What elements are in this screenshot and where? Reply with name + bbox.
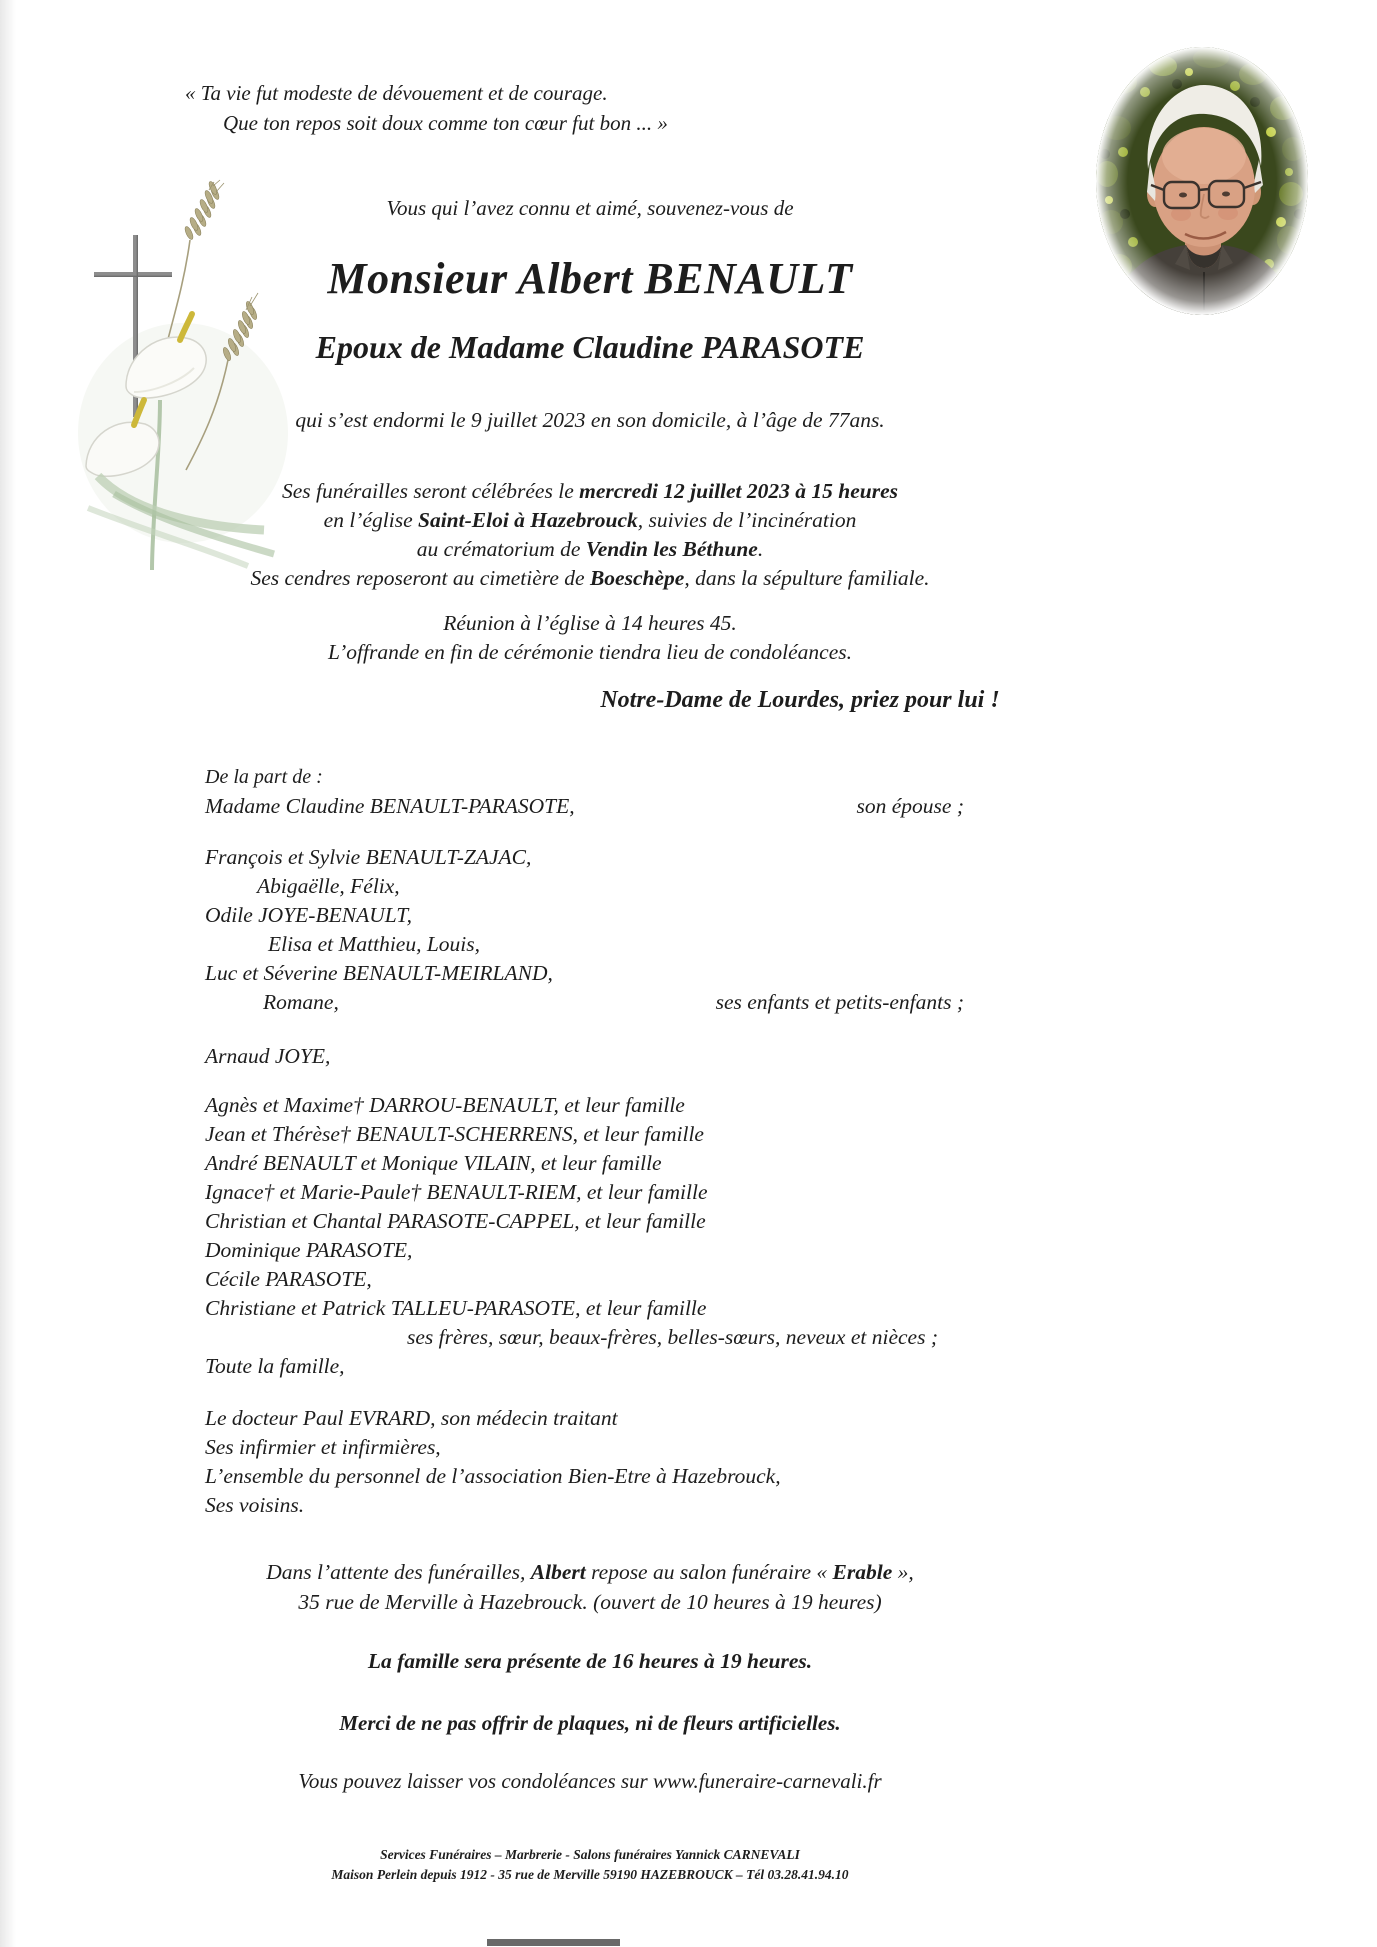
family-member-name: Agnès et Maxime† DARROU-BENAULT, et leur famille: [205, 1093, 685, 1117]
offering-line: L’offrande en fin de cérémonie tiendra lieu de condoléances.: [327, 640, 853, 664]
family-member-row: [205, 1207, 1180, 1236]
meeting-block: [10, 609, 1170, 667]
family-member-row: [205, 792, 1180, 821]
vigil-line-1-cont: repose au salon funéraire «: [585, 1560, 833, 1584]
family-member-name: Odile JOYE-BENAULT,: [205, 903, 412, 927]
family-member-row: [205, 1236, 1180, 1265]
relationship-label: ses frères, sœur, beaux-frères, belles-sœurs, neveux et nièces ;: [406, 1325, 938, 1349]
vigil-line-1-end: »,: [892, 1560, 914, 1584]
quote-line-2: Que ton repos soit doux comme ton cœur fut bon ... »: [223, 111, 668, 135]
family-member-row: [205, 1433, 1180, 1462]
family-member-name: Cécile PARASOTE,: [205, 1267, 372, 1291]
family-member-name: Dominique PARASOTE,: [205, 1238, 413, 1262]
family-member-name: Ignace† et Marie-Paule† BENAULT-RIEM, et leur famille: [205, 1180, 708, 1204]
cemetery-emphasis: Boeschèpe: [589, 566, 685, 590]
family-member-name: François et Sylvie BENAULT-ZAJAC,: [205, 845, 532, 869]
family-intro: De la part de :: [205, 766, 323, 788]
relationship-label: son épouse ;: [856, 794, 964, 818]
vigil-line-1: [10, 1557, 1170, 1587]
family-member-row: [205, 1091, 1180, 1120]
online-condolences-notice: Vous pouvez laisser vos condoléances sur www.funeraire-carnevali.fr: [298, 1769, 882, 1793]
family-member-row: [205, 1120, 1180, 1149]
spouse-line: Epoux de Madame Claudine PARASOTE: [315, 329, 865, 365]
family-member-name: Ses voisins.: [205, 1493, 305, 1517]
family-presence-notice: La famille sera présente de 16 heures à 19 heures.: [367, 1649, 813, 1673]
funeral-line-3-cont: .: [757, 537, 764, 561]
family-member-row: [205, 1294, 1180, 1323]
deceased-title-block: [10, 253, 1170, 365]
family-member-name: Abigaëlle, Félix,: [257, 874, 400, 898]
family-member-row: [205, 1462, 1180, 1491]
family-member-name: Arnaud JOYE,: [205, 1044, 331, 1068]
family-member-name: Madame Claudine BENAULT-PARASOTE,: [205, 794, 575, 818]
vigil-line-1-text: Dans l’attente des funérailles,: [266, 1560, 531, 1584]
vigil-info: [10, 1557, 1170, 1617]
family-member-row: [205, 1149, 1180, 1178]
spacer: [205, 821, 1180, 843]
relationship-summary-line: [205, 1323, 1180, 1352]
funeral-line-4: [10, 564, 1170, 593]
family-member-row: [205, 1178, 1180, 1207]
funeral-line-1-text: Ses funérailles seront célébrées le: [281, 479, 580, 503]
epitaph-quote: [185, 78, 668, 138]
family-member-row: [205, 1042, 1180, 1071]
vigil-line-2: 35 rue de Merville à Hazebrouck. (ouvert de 10 heures à 19 heures): [298, 1590, 882, 1614]
remembrance-intro: Vous qui l’avez connu et aimé, souvenez-vous de: [386, 196, 794, 220]
family-section: [205, 763, 1180, 1520]
family-member-row: [205, 843, 1180, 872]
family-member-name: L’ensemble du personnel de l’association Bien-Etre à Hazebrouck,: [205, 1464, 781, 1488]
relationship-label: ses enfants et petits-enfants ;: [715, 990, 964, 1014]
family-member-row: [205, 1265, 1180, 1294]
church-meeting-line: Réunion à l’église à 14 heures 45.: [443, 611, 737, 635]
family-member-row: [205, 901, 1180, 930]
quote-line-1: « Ta vie fut modeste de dévouement et de courage.: [185, 81, 608, 105]
crematorium-emphasis: Vendin les Béthune: [585, 537, 758, 561]
deceased-name: Monsieur Albert BENAULT: [327, 254, 853, 303]
funeral-line-2-cont: , suivies de l’incinération: [637, 508, 857, 532]
spacer: [205, 1071, 1180, 1091]
funeral-line-3: [10, 535, 1170, 564]
funeral-line-4-text: Ses cendres reposeront au cimetière de: [250, 566, 590, 590]
family-member-row: [205, 1404, 1180, 1433]
scan-artifact-bar: [487, 1939, 620, 1946]
death-announcement: qui s’est endormi le 9 juillet 2023 en son domicile, à l’âge de 77ans.: [295, 408, 885, 432]
funeral-home-footer: [10, 1845, 1170, 1885]
family-member-name: Elisa et Matthieu, Louis,: [268, 932, 481, 956]
footer-line-2: Maison Perlein depuis 1912 - 35 rue de Merville 59190 HAZEBROUCK – Tél 03.28.41.94.10: [331, 1867, 849, 1882]
family-member-name: Luc et Séverine BENAULT-MEIRLAND,: [205, 961, 553, 985]
funeral-line-2-text: en l’église: [323, 508, 418, 532]
salon-name-emphasis: Erable: [832, 1560, 893, 1584]
church-name-emphasis: Saint-Eloi à Hazebrouck: [417, 508, 638, 532]
no-flowers-notice: Merci de ne pas offrir de plaques, ni de fleurs artificielles.: [339, 1711, 841, 1735]
family-member-name: André BENAULT et Monique VILAIN, et leur famille: [205, 1151, 662, 1175]
prayer-invocation: Notre-Dame de Lourdes, priez pour lui !: [600, 687, 1000, 713]
family-member-row: [205, 959, 1180, 988]
funeral-date-emphasis: mercredi 12 juillet 2023 à 15 heures: [579, 479, 899, 503]
family-member-row: [205, 930, 1180, 959]
family-member-name: Toute la famille,: [205, 1354, 345, 1378]
family-member-name: Le docteur Paul EVRARD, son médecin traitant: [205, 1406, 618, 1430]
family-member-name: Christiane et Patrick TALLEU-PARASOTE, et leur famille: [205, 1296, 707, 1320]
funeral-line-1: [10, 477, 1170, 506]
family-member-name: Christian et Chantal PARASOTE-CAPPEL, et leur famille: [205, 1209, 706, 1233]
family-member-name: Ses infirmier et infirmières,: [205, 1435, 441, 1459]
family-member-name: Jean et Thérèse† BENAULT-SCHERRENS, et leur famille: [205, 1122, 704, 1146]
footer-line-1: Services Funéraires – Marbrerie - Salons funéraires Yannick CARNEVALI: [380, 1847, 800, 1862]
first-name-emphasis: Albert: [530, 1560, 586, 1584]
family-member-row: [205, 1491, 1180, 1520]
spacer: [205, 1017, 1180, 1042]
family-member-row: [205, 988, 1180, 1017]
funeral-line-2: [10, 506, 1170, 535]
family-member-name: Romane,: [263, 990, 339, 1014]
funeral-line-3-text: au crématorium de: [416, 537, 586, 561]
family-member-row: [205, 872, 1180, 901]
funeral-line-4-cont: , dans la sépulture familiale.: [684, 566, 930, 590]
family-member-row: [205, 1352, 1180, 1381]
funeral-details: [10, 477, 1170, 593]
spacer: [205, 1381, 1180, 1404]
